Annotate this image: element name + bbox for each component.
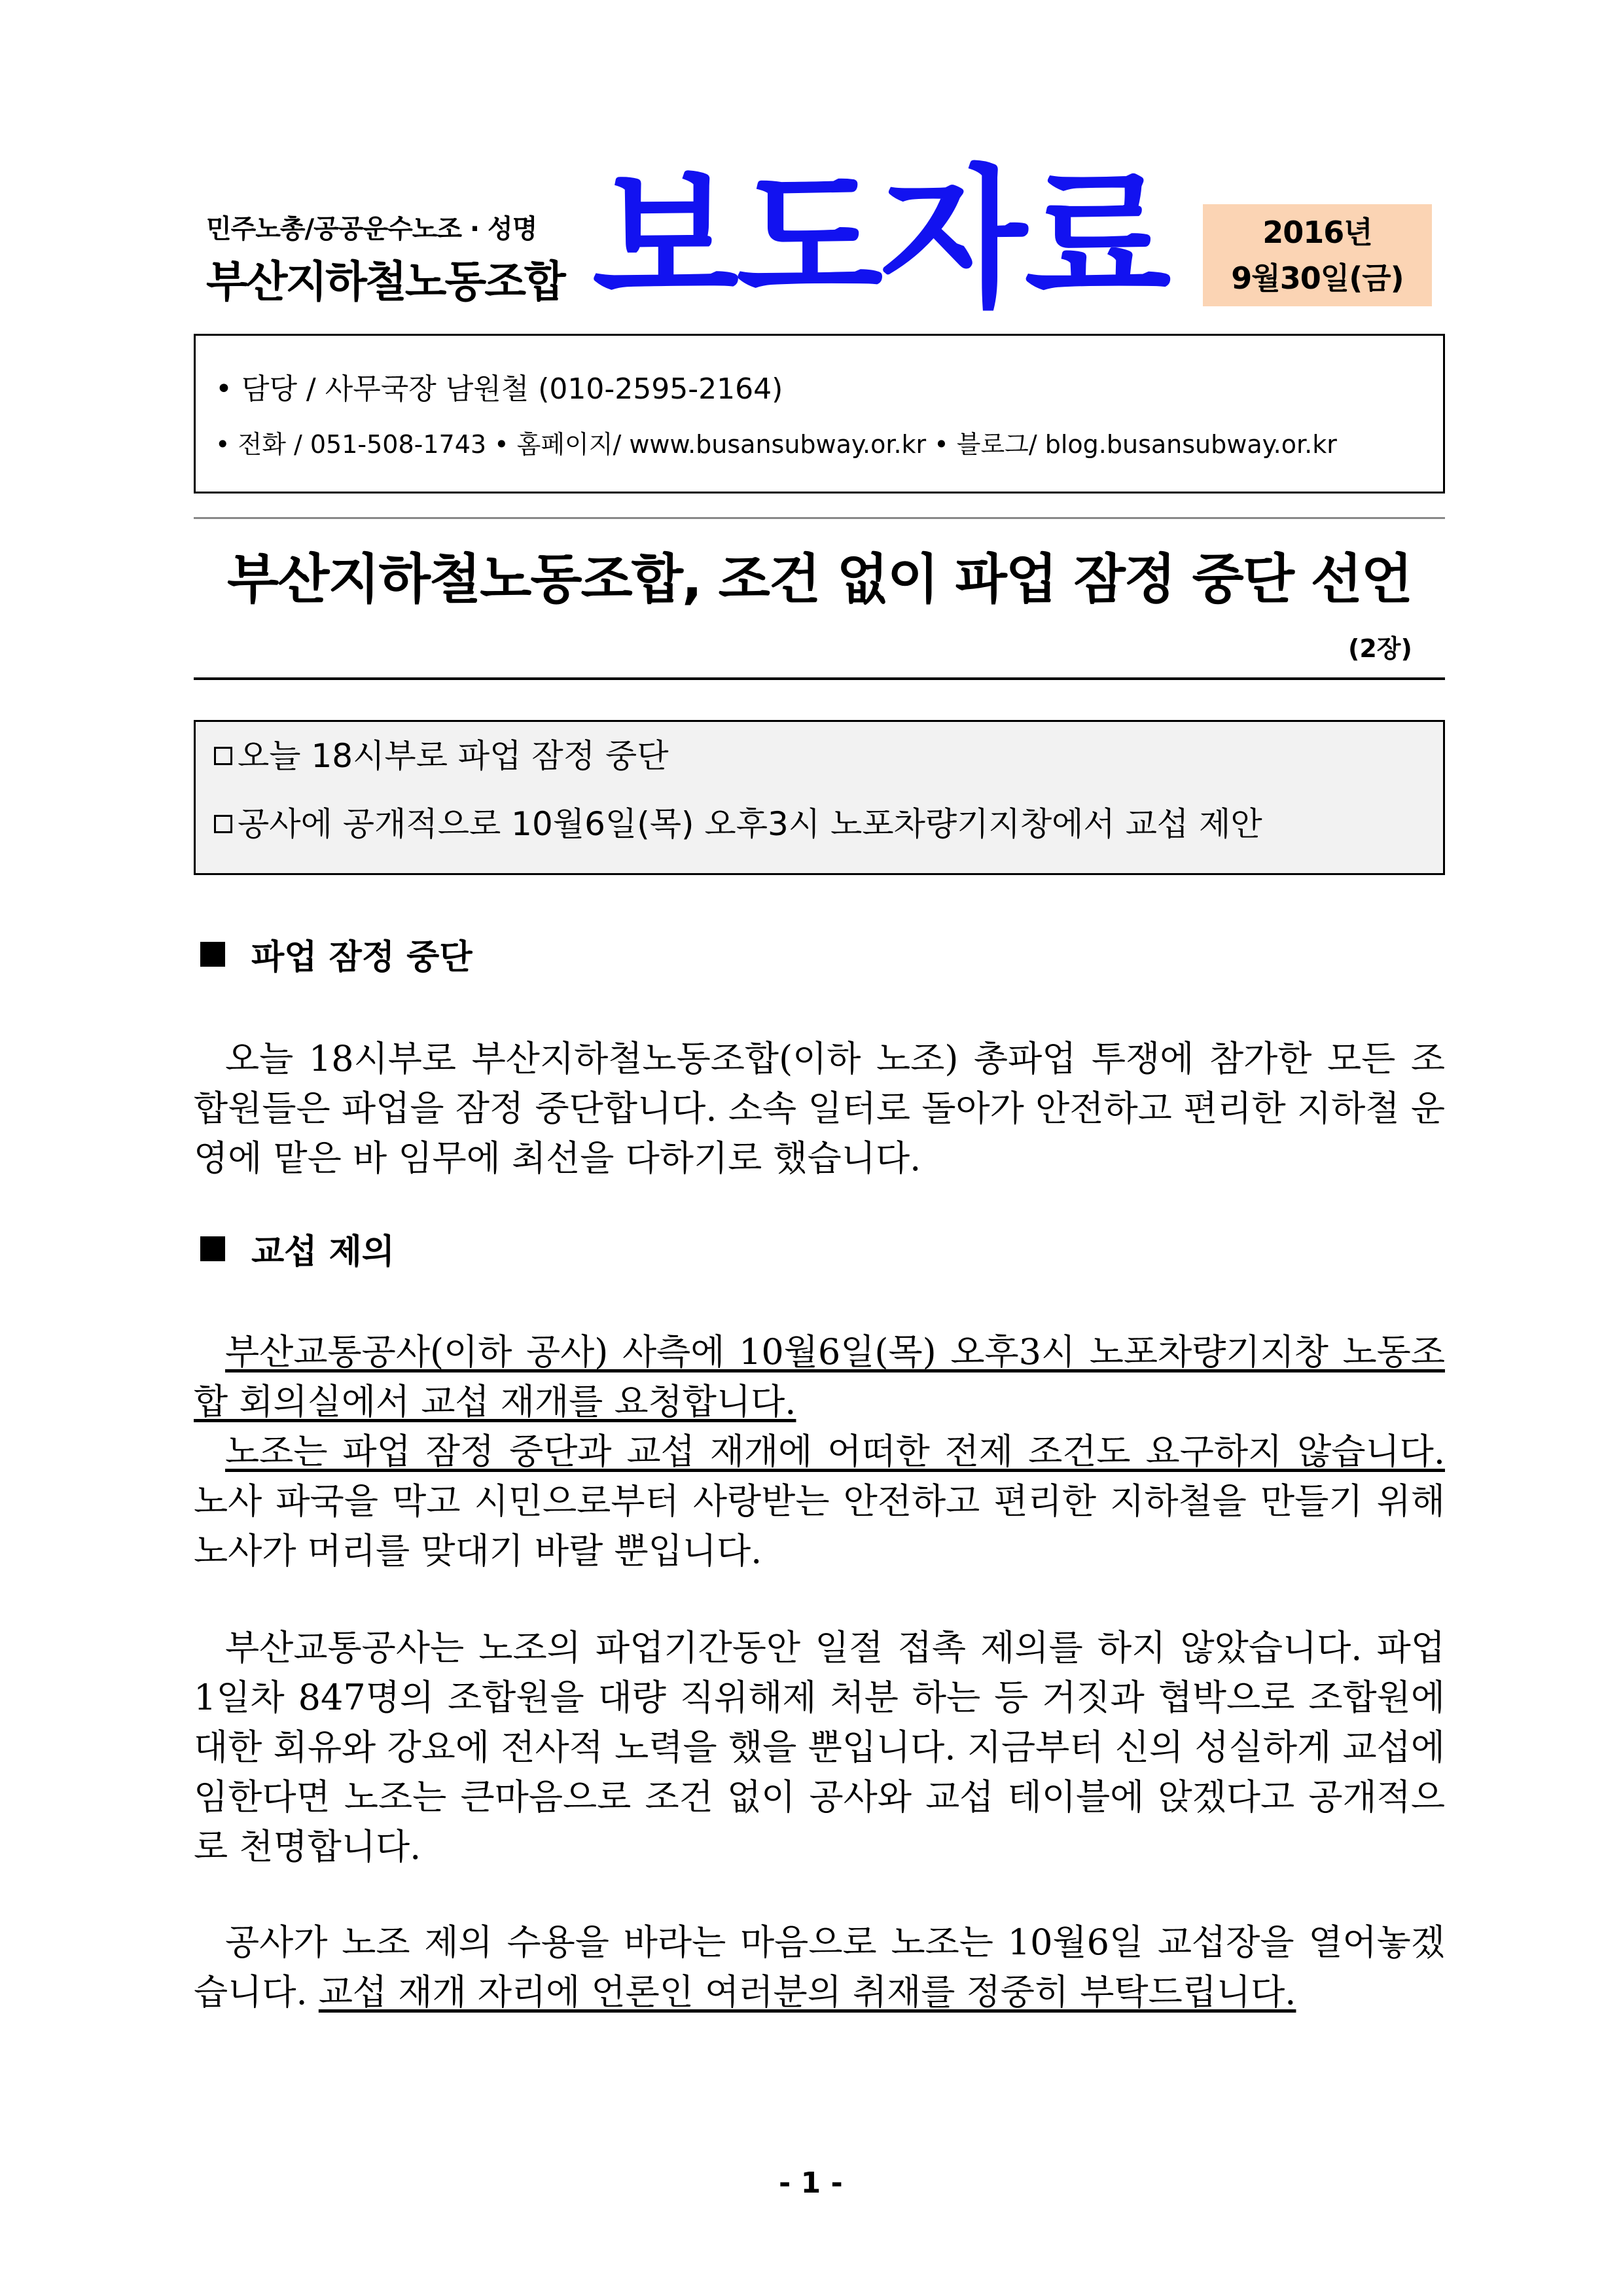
- summary-item: [214, 736, 1443, 776]
- paragraph: 부산교통공사(이하 공사) 사측에 10월6일(목) 오후3시 노포차량기지창 노동조합 회의실에서 교섭 재개를 요청합니다.: [194, 1331, 1445, 1422]
- contact-box: [194, 334, 1445, 493]
- date-year: 2016년: [1262, 215, 1372, 250]
- checkbox-square-icon: [214, 747, 232, 765]
- paragraph-text: 공사가 노조 제의 수용을 바라는 마음으로 노조는 10월6일 교섭장을 열어놓겠습니다.: [194, 1922, 1445, 2013]
- black-square-icon: [200, 1236, 225, 1261]
- checkbox-square-icon: [214, 815, 232, 833]
- press-release-title: 보도자료: [592, 151, 1169, 328]
- section-heading: [200, 929, 473, 978]
- summary-item: [214, 804, 1443, 844]
- paragraph: 부산교통공사는 노조의 파업기간동안 일절 접촉 제의를 하지 않았습니다. 파업 1일차 847명의 조합원을 대량 직위해제 처분 하는 등 거짓과 협박으로 조합원에 대한 회유와 강요에 전사적 노력을 했을 뿐입니다. 지금부터 신의 성실하게 교섭에 임한다면 노조는 큰마음으로 조건 없이 공사와 교섭 테이블에 앉겠다고 공개적으로 천명합니다.: [194, 1627, 1445, 1867]
- black-square-icon: [200, 942, 225, 967]
- section-heading-text: 교섭 제의: [251, 1232, 395, 1272]
- organization-name: 부산지하철노동조합: [206, 257, 564, 307]
- page-count: (2장): [1348, 634, 1412, 663]
- date-box: [1203, 204, 1432, 306]
- underlined-text: 노조는 파업 잠정 중단과 교섭 재개에 어떠한 전제 조건도 요구하지 않습니다.: [225, 1431, 1445, 1472]
- summary-text: 공사에 공개적으로 10월6일(목) 오후3시 노포차량기지창에서 교섭 제안: [238, 805, 1262, 843]
- organization-subtitle: 민주노총/공공운수노조 · 성명: [206, 214, 537, 244]
- underlined-text: 교섭 재개 자리에 언론인 여러분의 취재를 정중히 부탁드립니다.: [318, 1971, 1296, 2013]
- headline: 부산지하철노동조합, 조건 없이 파업 잠정 중단 선언: [227, 548, 1412, 611]
- page-number: - 1 -: [779, 2166, 843, 2200]
- date-day: 9월30일(금): [1231, 260, 1404, 296]
- section-heading-text: 파업 잠정 중단: [251, 938, 473, 977]
- paragraph-text: 노사 파국을 막고 시민으로부터 사랑받는 안전하고 편리한 지하철을 만들기 위해 노사가 머리를 맞대기 바랄 뿐입니다.: [194, 1480, 1445, 1571]
- organization-block: [206, 208, 586, 309]
- summary-text: 오늘 18시부로 파업 잠정 중단: [238, 737, 669, 775]
- summary-box: [194, 720, 1445, 875]
- contact-person: • 담당 / 사무국장 남원철 (010-2595-2164): [215, 372, 783, 406]
- paragraph: 오늘 18시부로 부산지하철노동조합(이하 노조) 총파업 투쟁에 참가한 모든 조합원들은 파업을 잠정 중단합니다. 소속 일터로 돌아가 안전하고 편리한 지하철 운영에 맡은 바 임무에 최선을 다하기로 했습니다.: [194, 1038, 1445, 1179]
- paragraph: [194, 1427, 1445, 1576]
- divider-bottom: [194, 677, 1445, 680]
- section-heading: [200, 1224, 395, 1273]
- contact-info: • 전화 / 051-508-1743 • 홈페이지/ www.busansubway.or.kr • 블로그/ blog.busansubway.or.kr: [215, 430, 1337, 459]
- divider-top: [194, 517, 1445, 519]
- paragraph: [194, 1918, 1445, 2017]
